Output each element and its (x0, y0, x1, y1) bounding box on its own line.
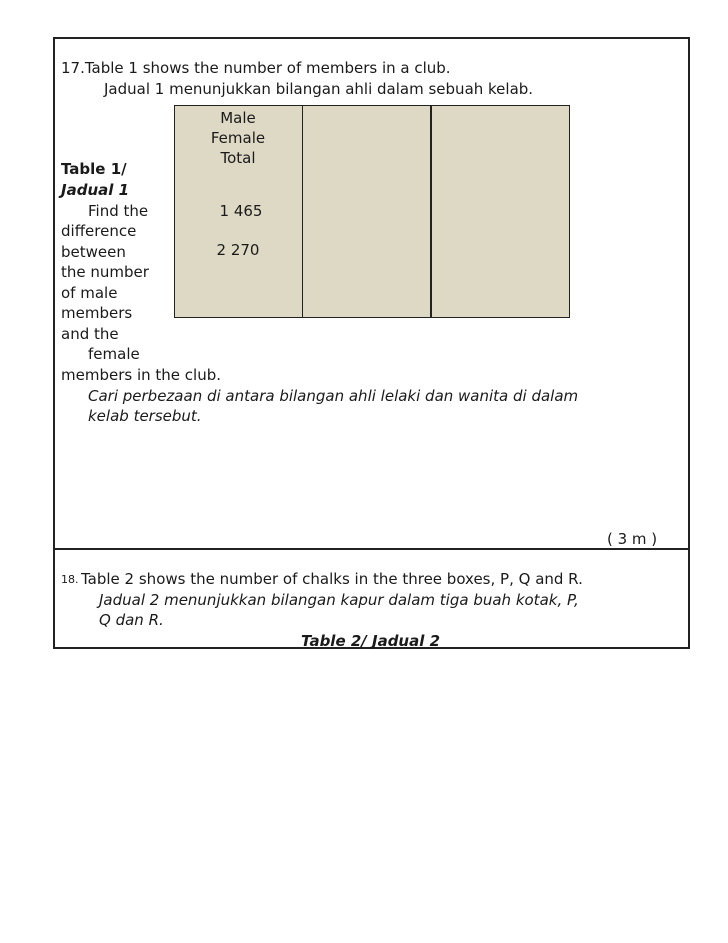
q17-question-line: of male (61, 284, 118, 302)
q18-text-my: Q dan R. (99, 611, 164, 629)
table-1-column-divider (430, 105, 432, 318)
q17-question-line: and the (61, 325, 119, 343)
table-1-label-female: Female (210, 129, 266, 147)
q17-question-line: between (61, 243, 126, 261)
q17-text-en: 17.Table 1 shows the number of members in a club. (61, 59, 451, 77)
q18-number: 18. (61, 573, 79, 586)
q17-marks: ( 3 m ) (607, 530, 658, 548)
q17-text-my: Jadual 1 menunjukkan bilangan ahli dalam sebuah kelab. (104, 80, 534, 98)
q17-question-line: members (61, 304, 133, 322)
table-1-caption-en: Table 1/ (61, 160, 127, 178)
q17-question-line: female (88, 345, 140, 363)
table-1-value-female: 2 270 (216, 241, 260, 259)
table-1-caption-my: Jadual 1 (61, 181, 130, 199)
q17-question-my: Cari perbezaan di antara bilangan ahli lelaki dan wanita di dalam (88, 387, 579, 405)
table-1-label-male: Male (220, 109, 256, 127)
table-1-label-total: Total (220, 149, 256, 167)
q18-text-my: Jadual 2 menunjukkan bilangan kapur dalam tiga buah kotak, P, (99, 591, 579, 609)
q17-question-line: the number (61, 263, 149, 281)
q17-question-line: members in the club. (61, 366, 221, 384)
q17-question-my: kelab tersebut. (88, 407, 202, 425)
table-2-caption: Table 2/ Jadual 2 (301, 632, 441, 650)
question-divider (53, 548, 690, 550)
table-1-value-male: 1 465 (219, 202, 263, 220)
q18-text-en: Table 2 shows the number of chalks in the three boxes, P, Q and R. (81, 570, 583, 588)
q17-question-line: Find the (88, 202, 149, 220)
q17-question-line: difference (61, 222, 137, 240)
